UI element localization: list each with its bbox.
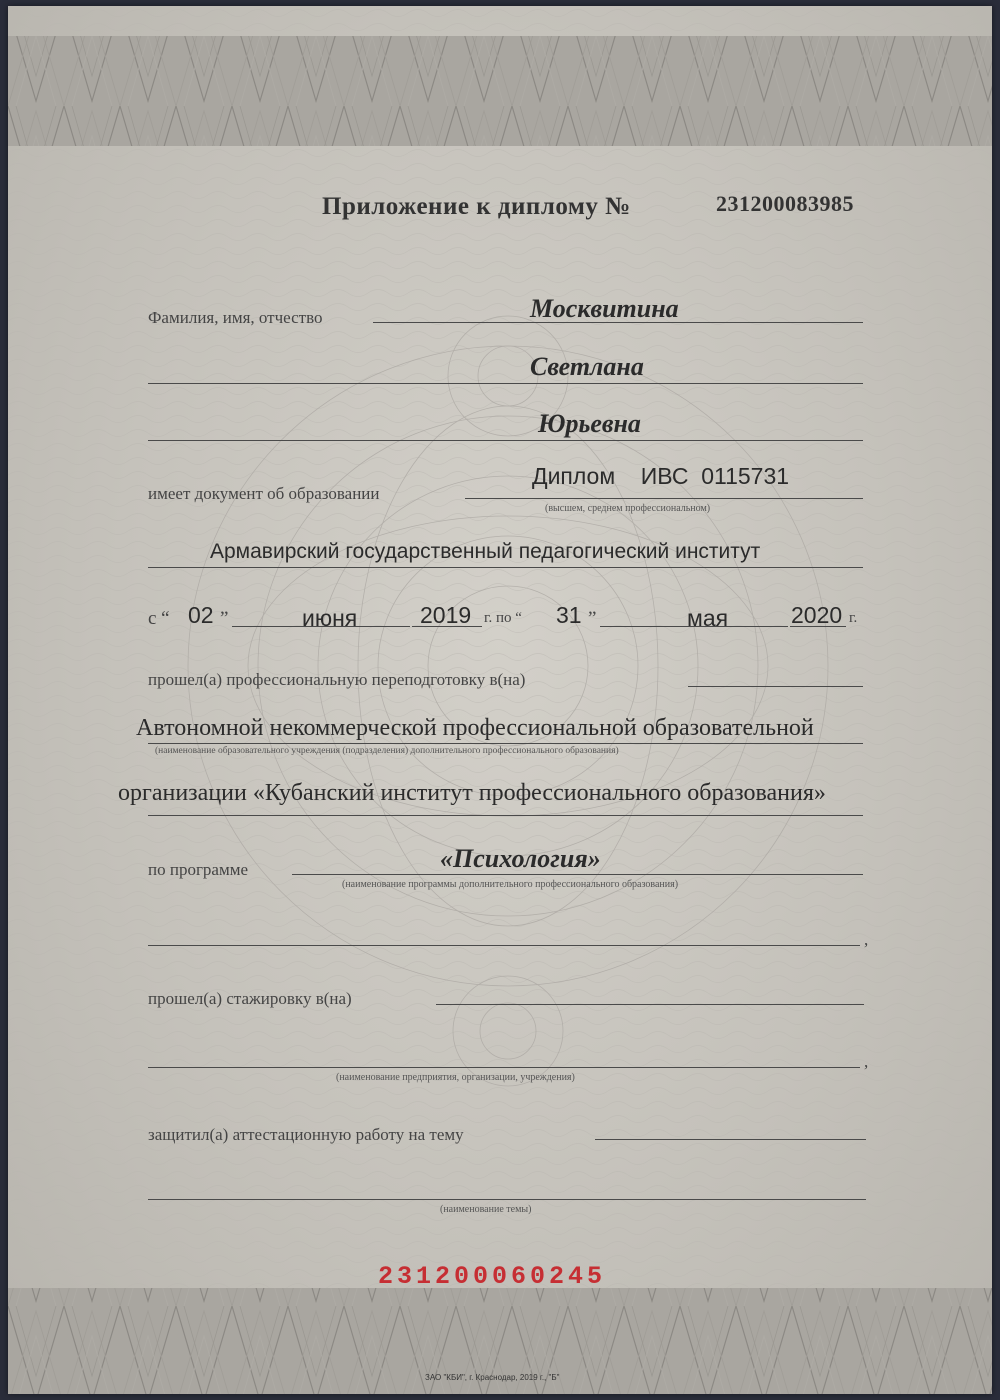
- program-label: по программе: [148, 860, 249, 879]
- period-g: г.: [849, 610, 858, 626]
- program-line: [292, 874, 863, 875]
- period-quote-2: ”: [588, 608, 597, 629]
- form-serial-number: 231200060245: [378, 1262, 607, 1291]
- period-from-prefix: с “: [148, 608, 170, 629]
- name-value: Светлана: [530, 352, 644, 381]
- internship-caption: (наименование предприятия, организации, учреждения): [336, 1072, 575, 1083]
- thesis-line-1: [595, 1139, 866, 1140]
- supplement-title: Приложение к диплому №: [322, 193, 631, 220]
- institution-line: [148, 567, 863, 568]
- internship-line-2: [148, 1067, 860, 1068]
- program-comma: ,: [864, 930, 869, 949]
- retraining-caption: (наименование образовательного учреждения (подразделения) дополнительного профессионального образования): [155, 746, 619, 756]
- thesis-line-2: [148, 1199, 866, 1200]
- patronymic-value: Юрьевна: [538, 409, 641, 438]
- period-to-day: 31: [556, 602, 582, 628]
- period-to-month: мая: [687, 605, 729, 631]
- education-label: имеет документ об образовании: [148, 484, 380, 503]
- program-value: «Психология»: [440, 844, 601, 873]
- retraining-org-line1-rule: [148, 743, 863, 744]
- surname-value: Москвитина: [530, 294, 679, 323]
- period-from-month: июня: [302, 605, 358, 631]
- program-extra-line: [148, 945, 860, 946]
- fio-line-3: [148, 440, 863, 441]
- fio-line-2: [148, 383, 863, 384]
- period-quote-1: ”: [220, 608, 229, 629]
- period-g-po: г. по “: [484, 610, 522, 626]
- education-caption: (высшем, среднем профессиональном): [545, 503, 711, 514]
- period-from-year: 2019: [420, 602, 472, 628]
- retraining-label: прошел(а) профессиональную переподготовку в(на): [148, 670, 526, 689]
- retraining-org-line2: организации «Кубанский институт профессионального образования»: [118, 780, 826, 806]
- thesis-label: защитил(а) аттестационную работу на тему: [148, 1125, 464, 1144]
- period-to-year: 2020: [791, 602, 843, 628]
- internship-line-1: [436, 1004, 864, 1005]
- thesis-caption: (наименование темы): [440, 1204, 532, 1215]
- period-from-day: 02: [188, 602, 214, 628]
- diploma-number: 231200083985: [716, 191, 854, 216]
- institution-value: Армавирский государственный педагогический институт: [210, 540, 761, 563]
- retraining-line: [688, 686, 863, 687]
- retraining-org-line1: Автономной некоммерческой профессиональной образовательной: [136, 715, 814, 741]
- education-line: [465, 498, 863, 499]
- printer-imprint: ЗАО "КБИ", г. Краснодар, 2019 г., "Б": [425, 1373, 560, 1382]
- program-caption: (наименование программы дополнительного профессионального образования): [342, 879, 679, 890]
- education-document-value: Диплом ИВС 0115731: [532, 463, 790, 489]
- retraining-org-line2-rule: [148, 815, 863, 816]
- internship-label: прошел(а) стажировку в(на): [148, 989, 352, 1008]
- fio-label: Фамилия, имя, отчество: [148, 308, 323, 327]
- internship-comma: ,: [864, 1052, 869, 1071]
